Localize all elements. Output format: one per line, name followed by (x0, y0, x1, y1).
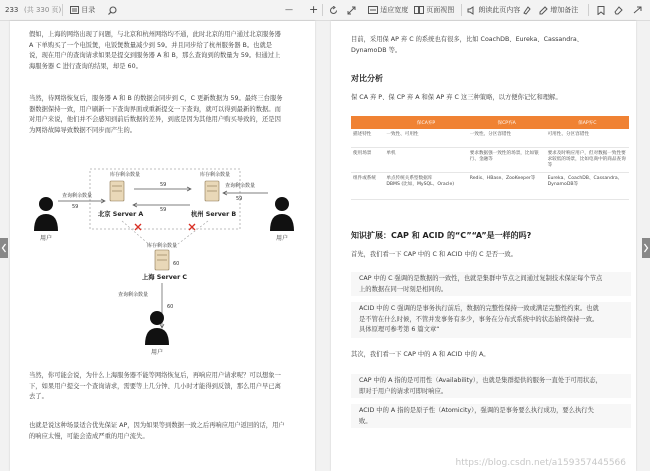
cap-network-diagram (10, 21, 315, 471)
sync-value-right: 59 (160, 207, 167, 213)
quote-block-1: CAP 中的 C 强调的是数据的一致性，也就是集群中节点之间通过复制技术保证每个节点 上的数据在同一时刻是相同的。 (351, 272, 631, 296)
table-cell: 一致性、可用性 (384, 129, 467, 148)
read-aloud-label: 朗读此页内容 (478, 6, 521, 14)
user-left-label: 用户 (40, 235, 53, 242)
search-icon (108, 6, 117, 15)
read-aloud-button[interactable] (467, 0, 520, 20)
user-bottom-label: 用户 (151, 349, 164, 356)
left-paragraph-2: 当然，待网络恢复后，服务器 A 和 B 的数据会同步到 C，C 更新数据为 59。最终三台服务 器数据保持一致，用户刷新一下查询界面或重新提交一下查询，就可以得到最新的数据。而 对用户来说，他们并不会感知到前后数据的差异，到底是因为其他用户购买导致的，还是因 为网络故障导致数据不同步而产生的。 (29, 95, 283, 134)
table-header: 保CA弃P (384, 116, 467, 129)
search-button[interactable] (108, 0, 117, 20)
server-a-icon (110, 181, 124, 201)
server-c-icon (155, 250, 169, 270)
value-bottom: 60 (167, 304, 174, 310)
table-header: 保AP弃C (546, 116, 629, 129)
left-page (10, 21, 315, 471)
contents-button[interactable] (70, 0, 95, 20)
read-aloud-icon (467, 6, 476, 15)
table-cell: 组件或系统 (351, 173, 384, 200)
server-b-icon (205, 181, 219, 201)
table-cell: 使用场景 (351, 148, 384, 173)
right-page (331, 21, 636, 471)
right-intro: 目前，采用保 AP 弃 C 的系统也有很多，比如 CoachDB、Eureka、Cassandra、 DynamoDB 等。 (351, 36, 583, 54)
user-bottom-icon (145, 311, 169, 345)
server-b-label: 杭州 Server B (191, 211, 237, 218)
heading-knowledge-extension: 知识扩展：CAP 和 ACID 的“C”“A”是一样的吗? (351, 231, 532, 240)
server-a-label: 北京 Server A (98, 211, 144, 218)
table-header (351, 116, 384, 129)
server-c-label: 上海 Server C (142, 274, 187, 281)
highlight-button[interactable] (522, 0, 531, 20)
add-note-label: 增加备注 (550, 6, 579, 14)
label-query-bottom: 查询剩余数量 (118, 292, 149, 298)
quote-block-2: ACID 中的 C 强调的是事务执行前后，数据的完整性保持一致或满足完整性约束。也就 是不管在什么时候，不管并发事务有多少，事务在分布式系统中的状态始终保持一致。 具体原理可参考第 6 篇文章“ (351, 302, 631, 338)
label-query-top-left: 查询剩余数量 (62, 193, 93, 199)
label-stock-c: 库存剩余数量 (147, 243, 178, 249)
rotate-button[interactable] (329, 0, 338, 20)
chevron-right-icon (642, 238, 650, 258)
page-total: (共 330 页) (24, 6, 62, 14)
table-row (351, 148, 629, 173)
page-view-label: 页面视图 (426, 6, 455, 14)
chevron-left-icon (0, 238, 8, 258)
compare-text: 保 CA 弃 P、保 CP 弃 A 和保 AP 弃 C 这三种策略，以方便你记忆和理解。 (351, 94, 562, 101)
quote-block-4: ACID 中的 A 指的是原子性（Atomicity），强调的是事务要么执行成功，要么执行失 败。 (351, 404, 631, 428)
next-page-button[interactable] (642, 238, 650, 258)
user-right-icon (270, 197, 294, 231)
value-top-left: 59 (72, 204, 79, 210)
table-row (351, 173, 629, 200)
left-paragraph-1: 假如，上海的网络出现了问题，与北京和杭州网络均不通，此时北京的用户通过北京服务器 A 下单购买了一个电饭煲，电饭煲数量减少到 59。并且同步给了杭州服务器 B。也就是 说，现在用户的查询请求如果是提交到服务器 A 和 B，那么查询到的数量为 59。但通过上 海服务器 C 进行查询的结果，却是 60。 (29, 31, 281, 70)
watermark: https://blog.csdn.net/a159357445566 (455, 458, 626, 468)
contents-icon (70, 6, 79, 14)
heading-compare: 对比分析 (351, 74, 383, 83)
left-paragraph-3: 当然，你可能会说，为什么上海服务器不能等网络恢复后，再响应用户请求呢？可以想象一 下，如果用户提交一个查询请求，需要等上几分钟、几小时才能得到反馈，那么用户早已离 去了。 (29, 372, 281, 400)
comparison-table (351, 116, 629, 200)
page-view-icon (414, 6, 424, 14)
share-button[interactable] (633, 0, 642, 20)
user-right-label: 用户 (276, 235, 289, 242)
second-text: 其次，我们看一下 CAP 中的 A 和 ACID 中的 A。 (351, 351, 490, 358)
contents-label: 目录 (81, 6, 96, 14)
left-paragraph-4: 也就是说这种场景适合优先保证 AP，因为如果等到数据一致之后再响应用户返回的话，用户 的响应太慢，可能会造成严重的用户流失。 (29, 422, 285, 440)
table-cell: 描述特性 (351, 129, 384, 148)
table-row (351, 129, 629, 148)
previous-page-button[interactable] (0, 238, 8, 258)
value-top-right: 59 (236, 196, 243, 202)
rotate-icon (329, 6, 338, 15)
sync-value-left: 59 (160, 182, 167, 188)
zoom-in-button[interactable]: + (309, 3, 319, 16)
note-icon (539, 6, 548, 15)
expand-icon (347, 6, 356, 15)
quote-block-3: CAP 中的 A 指的是可用性（Availability），也就是集群提供的服务一直处于可用状态， 即对于用户的请求可即时响应。 (351, 374, 631, 398)
page-view-button[interactable] (414, 0, 454, 20)
bookmark-icon (597, 6, 605, 15)
eraser-button[interactable] (614, 0, 623, 20)
table-cell: 可用性、分区容错性 (546, 129, 629, 148)
table-cell: 要求数据强一致性的场景，比如银行、金融等 (468, 148, 546, 173)
table-cell: 单点传统关系型数据库 DBMS (比如，MySQL、Oracle) (384, 173, 467, 200)
table-cell: 要求及时响应用户，但对数据一致性要求较低的场景，比如电商中的商品查询等 (546, 148, 629, 173)
fit-width-label: 适应宽度 (380, 6, 409, 14)
zoom-out-button[interactable]: — (285, 5, 293, 14)
reader-toolbar (0, 0, 650, 21)
table-header: 保CP弃A (468, 116, 546, 129)
label-sync-right: 库存剩余数量 (200, 172, 231, 178)
fit-width-button[interactable] (368, 0, 408, 20)
label-query-top-right: 查询剩余数量 (225, 183, 256, 189)
table-cell: Eureka、CoachDB、Cassandra、DynamoDB等 (546, 173, 629, 200)
first-text: 首先，我们看一下 CAP 中的 C 和 ACID 中的 C 是否一致。 (351, 251, 517, 258)
fullscreen-button[interactable] (347, 0, 356, 20)
table-cell: 一致性、分区容错性 (468, 129, 546, 148)
table-cell: 单机 (384, 148, 467, 173)
eraser-icon (614, 6, 623, 15)
user-left-icon (34, 197, 58, 231)
share-icon (633, 6, 642, 15)
highlighter-icon (522, 6, 531, 15)
table-cell: Redis、HBase、ZooKeeper等 (468, 173, 546, 200)
value-stock-c: 60 (173, 261, 180, 267)
label-sync-left: 库存剩余数量 (110, 172, 141, 178)
add-note-button[interactable] (539, 0, 578, 20)
page-number[interactable]: 233 (5, 6, 19, 14)
bookmark-button[interactable] (597, 0, 605, 20)
fit-width-icon (368, 6, 378, 14)
